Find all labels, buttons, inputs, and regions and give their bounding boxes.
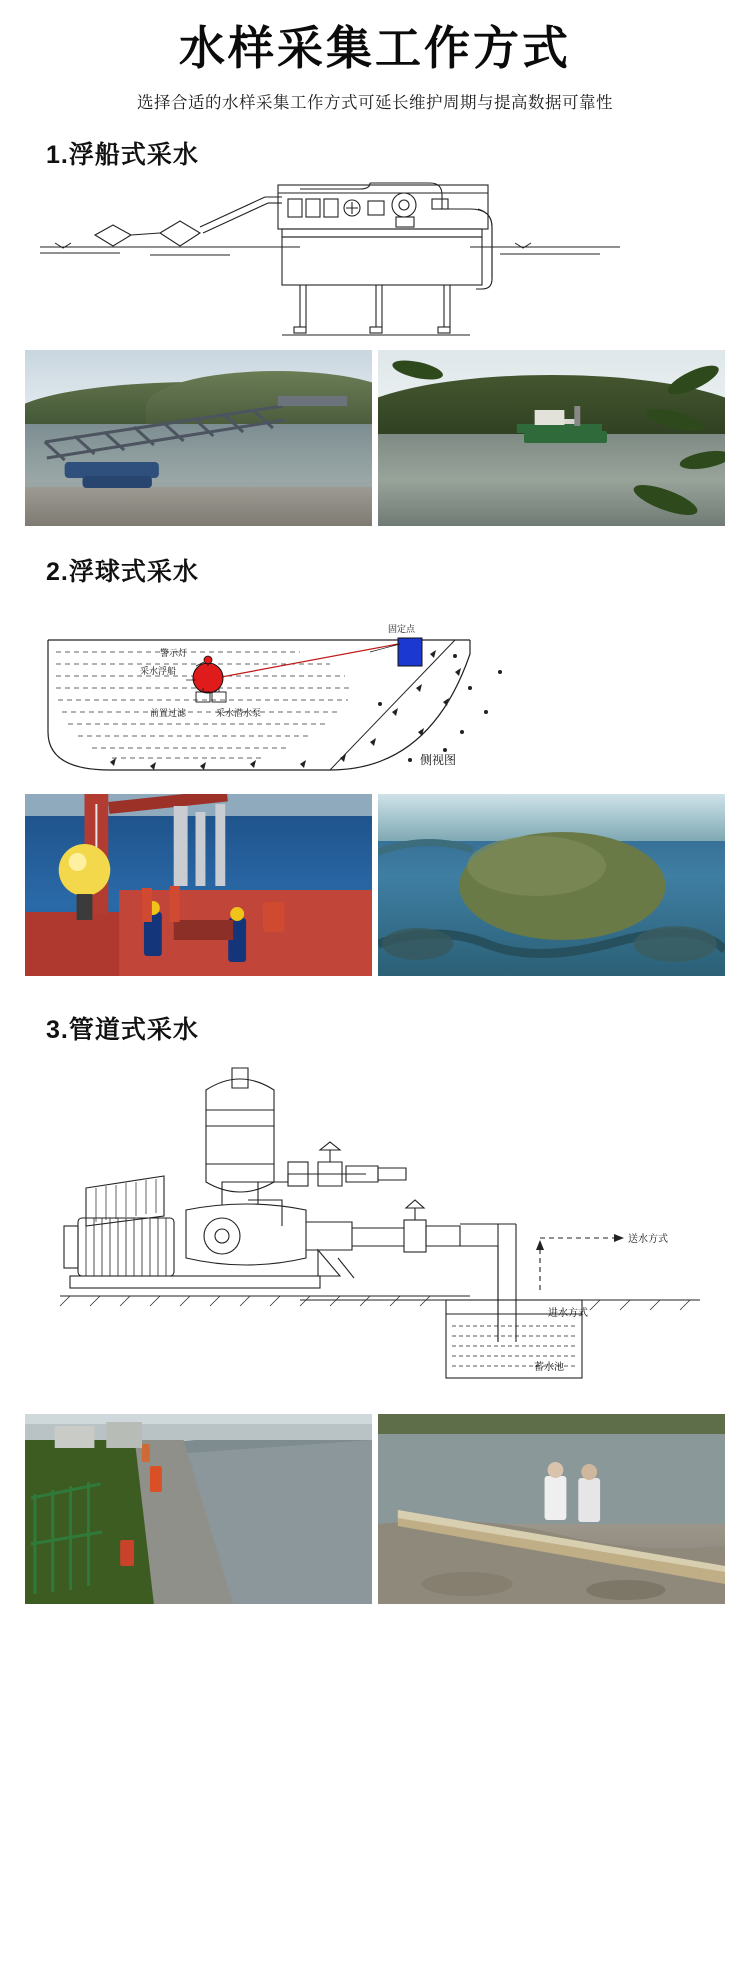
label-pre-filter: 前置过滤 xyxy=(150,707,187,718)
section-1-title: 浮船式采水 xyxy=(68,140,199,169)
section-1-photo-row xyxy=(0,350,750,526)
page-title: 水样采集工作方式 xyxy=(179,22,571,74)
truss-bridge-overlay xyxy=(25,350,372,526)
photo-underwater-buoy xyxy=(378,794,725,976)
section-3-title: 管道式采水 xyxy=(68,1015,199,1044)
label-anchor-point: 固定点 xyxy=(388,623,416,634)
label-sampling-float: 采水浮船 xyxy=(140,665,177,676)
page-header xyxy=(0,0,750,121)
label-submersible-pump: 采水潜水泵 xyxy=(216,707,262,718)
buoy-overlay xyxy=(378,794,725,976)
ship-deck-overlay xyxy=(25,794,372,976)
page-subtitle: 选择合适的水样采集工作方式可延长维护周期与提高数据可靠性 xyxy=(137,93,613,112)
label-intake-mode: 进水方式 xyxy=(548,1307,588,1319)
section-pipeline xyxy=(0,1010,750,1604)
pontoon-intake-diagram xyxy=(0,175,750,350)
section-2-heading xyxy=(46,552,750,588)
label-side-view: 侧视图 xyxy=(420,752,457,767)
section-1-heading xyxy=(46,135,750,171)
section-3-photo-row xyxy=(0,1414,750,1604)
section-float-ball xyxy=(0,552,750,976)
section-3-index: 3. xyxy=(46,1015,69,1044)
section-3-heading xyxy=(46,1010,750,1046)
pipe-overlay xyxy=(378,1414,725,1604)
photo-pontoon-truss xyxy=(25,350,372,526)
pipeline-intake-diagram xyxy=(0,1050,750,1410)
section-2-index: 2. xyxy=(46,557,69,586)
section-2-photo-row xyxy=(0,794,750,976)
photo-channel-sampling xyxy=(25,1414,372,1604)
label-delivery-mode: 送水方式 xyxy=(628,1233,668,1245)
label-reservoir: 蓄水池 xyxy=(534,1361,564,1373)
photo-pipe-lake-sampling xyxy=(378,1414,725,1604)
section-1-index: 1. xyxy=(46,140,69,169)
section-pontoon xyxy=(0,135,750,526)
label-warning-light: 警示灯 xyxy=(160,647,188,658)
photo-floating-platform xyxy=(378,350,725,526)
channel-overlay xyxy=(25,1414,372,1604)
float-ball-intake-diagram xyxy=(0,592,750,788)
photo-yellow-buoy-deck xyxy=(25,794,372,976)
foliage-overlay xyxy=(378,350,725,526)
section-2-title: 浮球式采水 xyxy=(68,557,199,586)
